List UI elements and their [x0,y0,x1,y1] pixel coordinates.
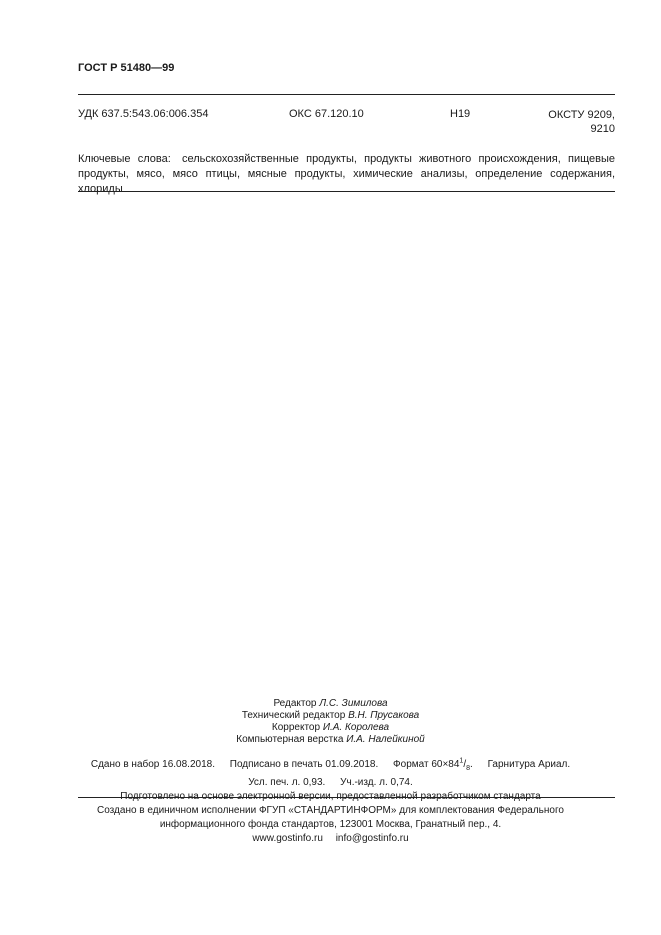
layout-name: И.А. Налейкиной [346,734,425,745]
okstu-line-2: 9210 [590,123,615,135]
corrector-label: Корректор [271,722,321,733]
editor-label: Редактор [273,698,317,709]
producer-divider [78,797,615,798]
tech-editor-name: В.Н. Прусакова [348,710,420,721]
editor-name: Л.С. Зимилова [319,698,388,709]
corrector-name: И.А. Королева [322,722,390,733]
oks-code: ОКС 67.120.10 [289,108,364,120]
typeface: Гарнитура Ариал. [487,759,571,771]
producer-line-1: Создано в единичном исполнении ФГУП «СТАНДАРТИНФОРМ» для комплектования Федерального [97,805,564,816]
udk-code: УДК 637.5:543.06:006.354 [78,108,209,120]
header-divider [78,94,615,95]
producer-contacts [0,832,661,846]
publication-row-2 [0,776,661,790]
credit-layout [0,733,661,747]
signed-date: Подписано в печать 01.09.2018. [229,759,379,771]
publishing-sheets: Уч.-изд. л. 0,74. [340,777,413,789]
keywords-text: сельскохозяйственные продукты, продукты животного происхождения, пищевые продукты, мясо, мясо птицы, мясные продукты, химические анализы, определение содержания, хлориды [78,153,616,195]
prepared-note: Подготовлено на основе электронной версии, предоставленной разработчиком стандарта [120,791,541,803]
okstu-line-1: ОКСТУ 9209, [548,109,615,121]
producer-line-2: информационного фонда стандартов, 123001 Москва, Гранатный пер., 4. [159,819,502,830]
publication-row-1 [0,755,661,776]
paper-format: Формат $60\times 84^1/_8$. [393,758,473,773]
print-sheets: Усл. печ. л. 0,93. [248,777,326,789]
email-link[interactable]: info@gostinfo.ru [335,833,409,844]
h-code: Н19 [450,108,471,120]
document-code: ГОСТ Р 51480—99 [78,62,175,74]
okstu-code [545,108,615,136]
keywords-divider [78,191,615,192]
producer-info [0,804,661,846]
layout-label: Компьютерная верстка [236,734,344,745]
submitted-date: Сдано в набор 16.08.2018. [90,759,215,771]
tech-editor-label: Технический редактор [241,710,346,721]
keywords-label: Ключевые слова: [78,153,171,165]
website-link[interactable]: www.gostinfo.ru [252,833,323,844]
